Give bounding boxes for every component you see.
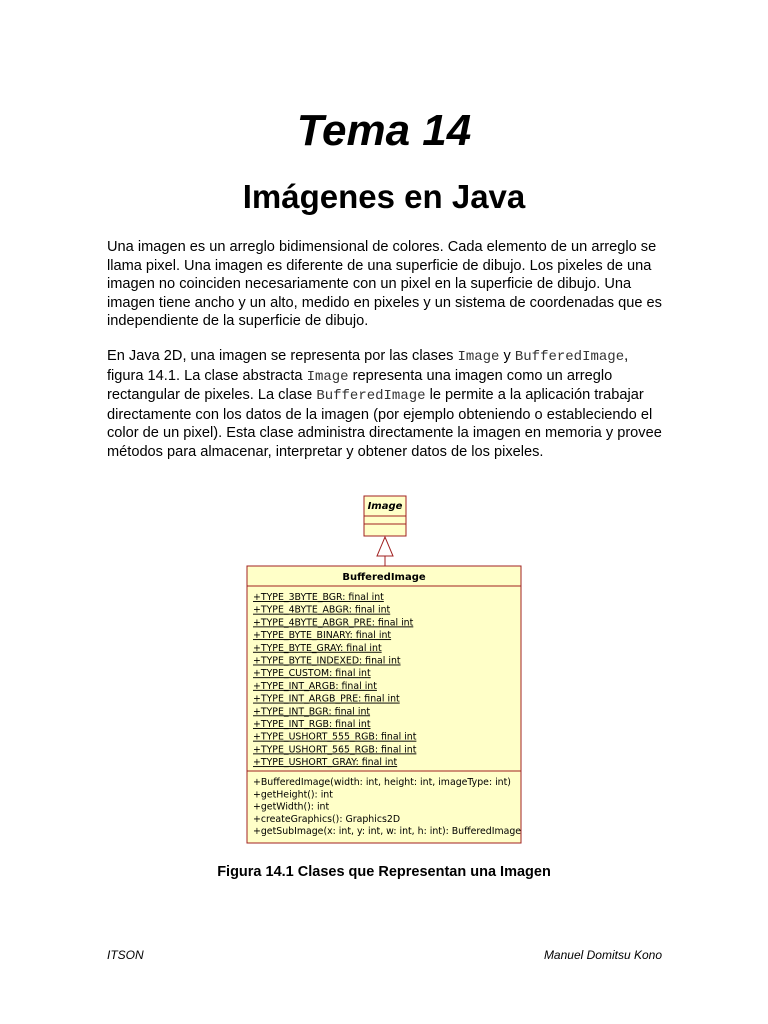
- uml-method: +BufferedImage(width: int, height: int, imageType: int): [253, 777, 511, 788]
- uml-class-name: BufferedImage: [342, 572, 426, 583]
- uml-method: +getSubImage(x: int, y: int, w: int, h: int): BufferedImage: [253, 826, 522, 838]
- paragraph-text: le permite a la aplicación trabajar directamente con los datos de la imagen (por ejemplo obteniendo o estableciendo el color de un pixel). Esta clase administra directamente la imagen en memoria y provee métodos para almacenar, interpretar y obtener datos de los pixeles.: [107, 387, 662, 460]
- paragraph-text: En Java 2D, una imagen se representa por las clases: [107, 348, 458, 364]
- uml-class-name: Image: [367, 501, 403, 512]
- footer-right: Manuel Domitsu Kono: [543, 948, 662, 962]
- uml-attribute: +TYPE_INT_ARGB: final int: [253, 680, 377, 692]
- uml-class-image: [364, 496, 406, 536]
- uml-method: +getWidth(): int: [253, 801, 330, 813]
- code-bufferedimage: BufferedImage: [514, 349, 625, 365]
- code-bufferedimage: BufferedImage: [316, 388, 426, 404]
- uml-attribute: +TYPE_INT_BGR: final int: [253, 706, 371, 718]
- uml-attribute: +TYPE_4BYTE_ABGR: final int: [253, 604, 391, 616]
- uml-attribute: +TYPE_3BYTE_BGR: final int: [253, 592, 384, 603]
- footer-left: ITSON: [107, 948, 144, 962]
- uml-attribute: +TYPE_BYTE_BINARY: final int: [253, 630, 392, 642]
- uml-attribute: +TYPE_BYTE_INDEXED: final int: [253, 655, 401, 667]
- uml-method: +createGraphics(): Graphics2D: [253, 813, 401, 825]
- uml-method: +getHeight(): int: [253, 789, 333, 801]
- uml-attribute: +TYPE_4BYTE_ABGR_PRE: final int: [253, 617, 414, 629]
- code-image: Image: [306, 368, 349, 385]
- page-title: Tema 14: [296, 106, 472, 155]
- uml-attribute: +TYPE_INT_RGB: final int: [253, 719, 371, 730]
- uml-attribute: +TYPE_BYTE_GRAY: final int: [253, 642, 382, 654]
- paragraph-text: y: [499, 348, 515, 364]
- page-subtitle: Imágenes en Java: [242, 178, 526, 215]
- uml-attribute: +TYPE_INT_ARGB_PRE: final int: [253, 693, 400, 705]
- paragraph-text: representa una imagen como un arreglo rectangular de pixeles. La clase: [107, 367, 613, 403]
- inheritance-arrow: [377, 537, 393, 566]
- intro-paragraph: Una imagen es un arreglo bidimensional de colores. Cada elemento de un arreglo se llama pixel. Una imagen es diferente de una superficie de dibujo. Los pixeles de una imagen no coinciden necesariamente con un pixel en la superficie de dibujo. Una imagen tiene ancho y un alto, medido en pixeles y un sistema de coordenadas que es independiente de la superficie de dibujo.: [107, 239, 662, 329]
- uml-attribute: +TYPE_USHORT_565_RGB: final int: [253, 744, 417, 756]
- uml-attribute: +TYPE_USHORT_555_RGB: final int: [253, 731, 417, 743]
- code-image: Image: [457, 349, 500, 365]
- uml-attribute: +TYPE_USHORT_GRAY: final int: [253, 757, 398, 769]
- uml-class-bufferedimage: [247, 566, 521, 843]
- paragraph-text: , figura 14.1. La clase abstracta: [107, 348, 629, 384]
- uml-attribute: +TYPE_CUSTOM: final int: [253, 668, 371, 680]
- figure-caption: Figura 14.1 Clases que Representan una Imagen: [217, 864, 551, 880]
